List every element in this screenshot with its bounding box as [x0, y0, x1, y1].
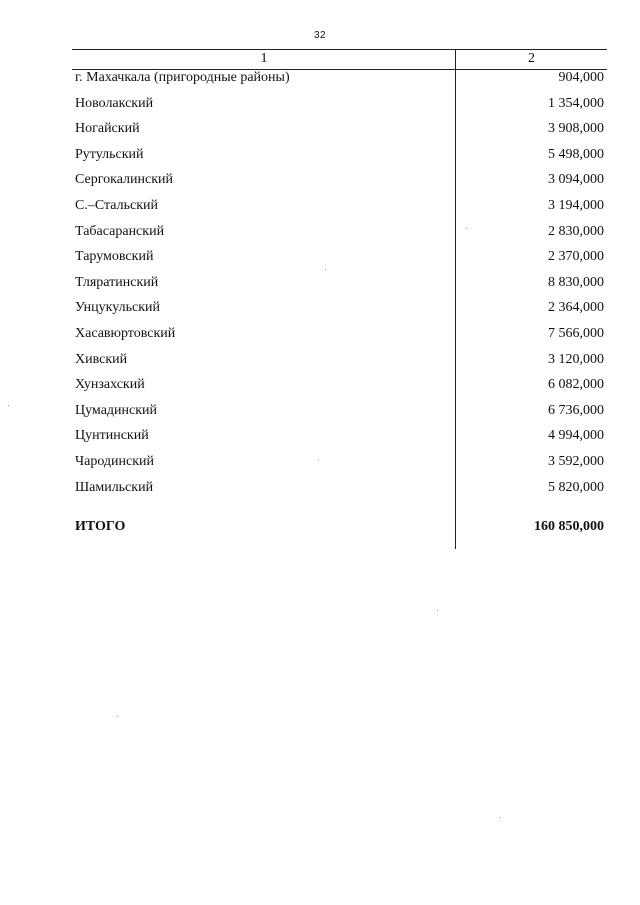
district-name: Цумадинский [75, 402, 158, 418]
table-row [72, 222, 607, 248]
total-label: ИТОГО [75, 519, 126, 534]
district-name: Сергокалинский [75, 172, 174, 188]
district-name: Хунзахский [75, 377, 145, 393]
district-name: Чародинский [75, 453, 155, 469]
table-row [72, 119, 607, 145]
table-row [72, 478, 607, 504]
district-name: Хивский [75, 351, 128, 367]
district-value: 5 498,000 [548, 146, 604, 162]
district-value: 1 354,000 [548, 95, 604, 111]
district-name: Новолакский [75, 95, 154, 111]
district-value: 7 566,000 [548, 325, 604, 341]
page-number: 32 [313, 30, 327, 41]
table-body [72, 68, 607, 503]
district-name: Ногайский [75, 121, 140, 137]
table-row [72, 68, 607, 94]
district-name: г. Махачкала (пригородные районы) [75, 70, 290, 85]
scan-speck [117, 716, 118, 717]
district-name: Шамильский [75, 479, 154, 495]
table-row [72, 375, 607, 401]
column-header-1: 1 [260, 51, 268, 66]
district-value: 3 194,000 [548, 197, 604, 213]
district-name: Унцукульский [75, 300, 161, 316]
district-value: 4 994,000 [548, 428, 604, 444]
table-row [72, 94, 607, 120]
table-row [72, 426, 607, 452]
table-header [72, 49, 607, 70]
district-name: Тарумовский [75, 249, 154, 265]
district-value: 3 120,000 [548, 351, 604, 367]
table-row [72, 196, 607, 222]
district-name: Цунтинский [75, 428, 149, 444]
scan-speck [500, 817, 501, 818]
table-row [72, 298, 607, 324]
district-value: 5 820,000 [548, 479, 604, 495]
district-name: С.–Стальский [75, 197, 158, 213]
scan-speck [318, 459, 319, 460]
district-value: 6 736,000 [548, 402, 604, 418]
district-name: Хасавюртовский [75, 325, 176, 341]
district-name: Табасаранский [75, 223, 165, 239]
district-value: 3 592,000 [548, 453, 604, 469]
table-row [72, 273, 607, 299]
scan-speck [325, 269, 326, 270]
district-value: 3 094,000 [548, 172, 604, 188]
scan-speck [437, 610, 438, 611]
total-row [72, 517, 607, 539]
scan-speck [8, 405, 9, 406]
table-row [72, 401, 607, 427]
total-value: 160 850,000 [534, 519, 604, 534]
column-header-2: 2 [528, 51, 535, 66]
table-row [72, 452, 607, 478]
table-row [72, 324, 607, 350]
table-row [72, 247, 607, 273]
district-name: Рутульский [75, 146, 144, 162]
district-value: 6 082,000 [548, 377, 604, 393]
district-value: 3 908,000 [548, 121, 604, 137]
district-value: 2 370,000 [548, 249, 604, 265]
district-value: 904,000 [558, 70, 604, 85]
header-row [72, 49, 607, 70]
table-row [72, 350, 607, 376]
district-value: 2 364,000 [548, 300, 604, 316]
scan-speck [466, 228, 467, 229]
table-row [72, 145, 607, 171]
district-value: 2 830,000 [548, 223, 604, 239]
table-row [72, 170, 607, 196]
district-value: 8 830,000 [548, 274, 604, 290]
district-name: Тляратинский [75, 274, 159, 290]
